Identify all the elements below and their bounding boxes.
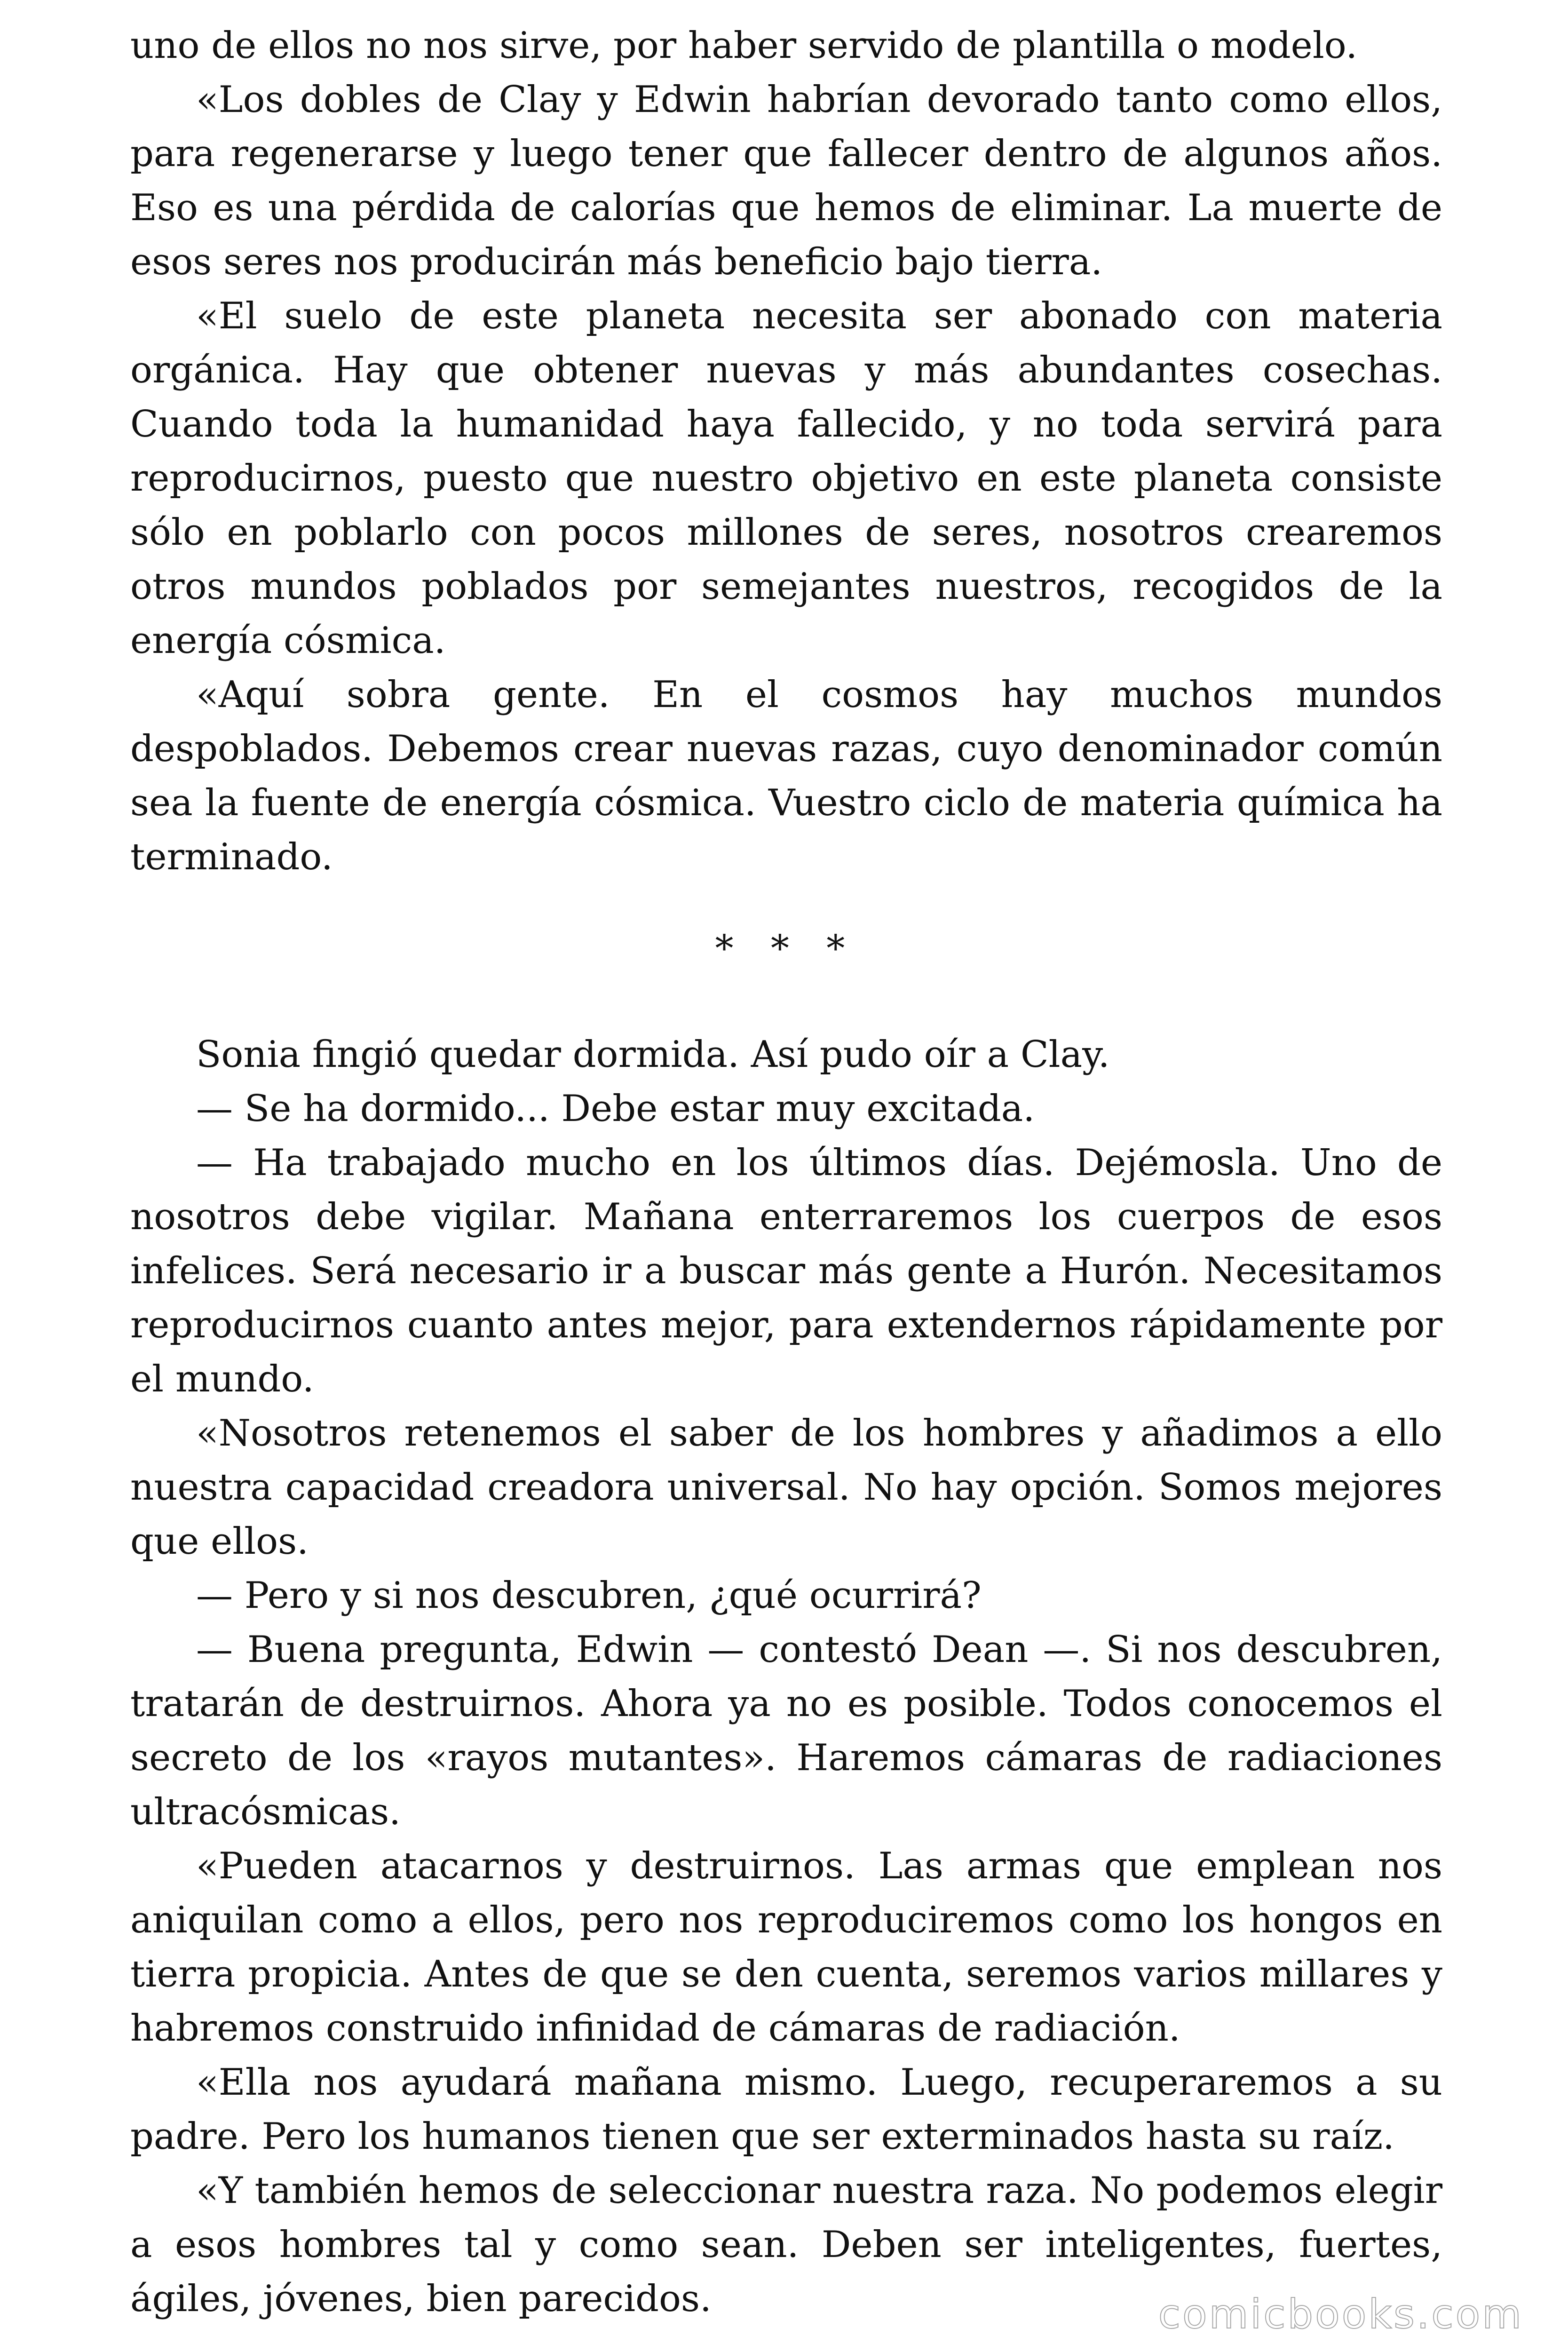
paragraph: uno de ellos no nos sirve, por haber servido de plantilla o modelo. [130, 24, 1358, 67]
paragraph: — Buena pregunta, Edwin — contestó Dean —. Si nos descubren, tratarán de destruirnos. Ahora ya no es posible. Todos conocemos el secreto de los «rayos mutantes». Haremos cámaras de radiaciones ultracósmicas. [130, 1629, 1442, 1833]
paragraph: «Ella nos ayudará mañana mismo. Luego, recuperaremos a su padre. Pero los humanos tienen que ser exterminados hasta su raíz. [130, 2061, 1442, 2158]
watermark-logo: comicbooks.com [1158, 2291, 1523, 2338]
paragraph: — Se ha dormido... Debe estar muy excitada. [196, 1088, 1035, 1130]
paragraph: — Pero y si nos descubren, ¿qué ocurrirá? [196, 1574, 982, 1617]
paragraph: — Ha trabajado mucho en los últimos días. Dejémosla. Uno de nosotros debe vigilar. Mañana enterraremos los cuerpos de esos infelices. Será necesario ir a buscar más gente a Hurón. Necesitamos reproducirnos cuanto antes mejor, para extendernos rápidamente por el mundo. [130, 1142, 1442, 1400]
paragraph: «Los dobles de Clay y Edwin habrían devorado tanto como ellos, para regenerarse y luego tener que fallecer dentro de algunos años. Eso es una pérdida de calorías que hemos de eliminar. La muerte de esos seres nos producirán más beneficio bajo tierra. [130, 79, 1442, 283]
page-text-body [130, 19, 1442, 2326]
paragraph: «Nosotros retenemos el saber de los hombres y añadimos a ello nuestra capacidad creadora universal. No hay opción. Somos mejores que ellos. [130, 1412, 1442, 1563]
paragraph: Sonia fingió quedar dormida. Así pudo oír a Clay. [196, 1033, 1110, 1076]
text-section-top [130, 19, 1442, 884]
paragraph: «Aquí sobra gente. En el cosmos hay muchos mundos despoblados. Debemos crear nuevas razas, cuyo denominador común sea la fuente de energía cósmica. Vuestro ciclo de materia química ha terminado. [130, 674, 1442, 878]
paragraph: «El suelo de este planeta necesita ser abonado con materia orgánica. Hay que obtener nuevas y más abundantes cosechas. Cuando toda la humanidad haya fallecido, y no toda servirá para reproducirnos, puesto que nuestro objetivo en este planeta consiste sólo en poblarlo con pocos millones de seres, nosotros crearemos otros mundos poblados por semejantes nuestros, recogidos de la energía cósmica. [130, 295, 1442, 662]
paragraph: «Pueden atacarnos y destruirnos. Las armas que emplean nos aniquilan como a ellos, pero nos reproduciremos como los hongos en tierra propicia. Antes de que se den cuenta, seremos varios millares y habremos construido infinidad de cámaras de radiación. [130, 1845, 1442, 2050]
scene-separator: * * * [715, 928, 858, 970]
paragraph: «Y también hemos de seleccionar nuestra raza. No podemos elegir a esos hombres tal y como sean. Deben ser inteligentes, fuertes, ágiles, jóvenes, bien parecidos. [130, 2169, 1442, 2320]
text-section-bottom [130, 1028, 1442, 2326]
